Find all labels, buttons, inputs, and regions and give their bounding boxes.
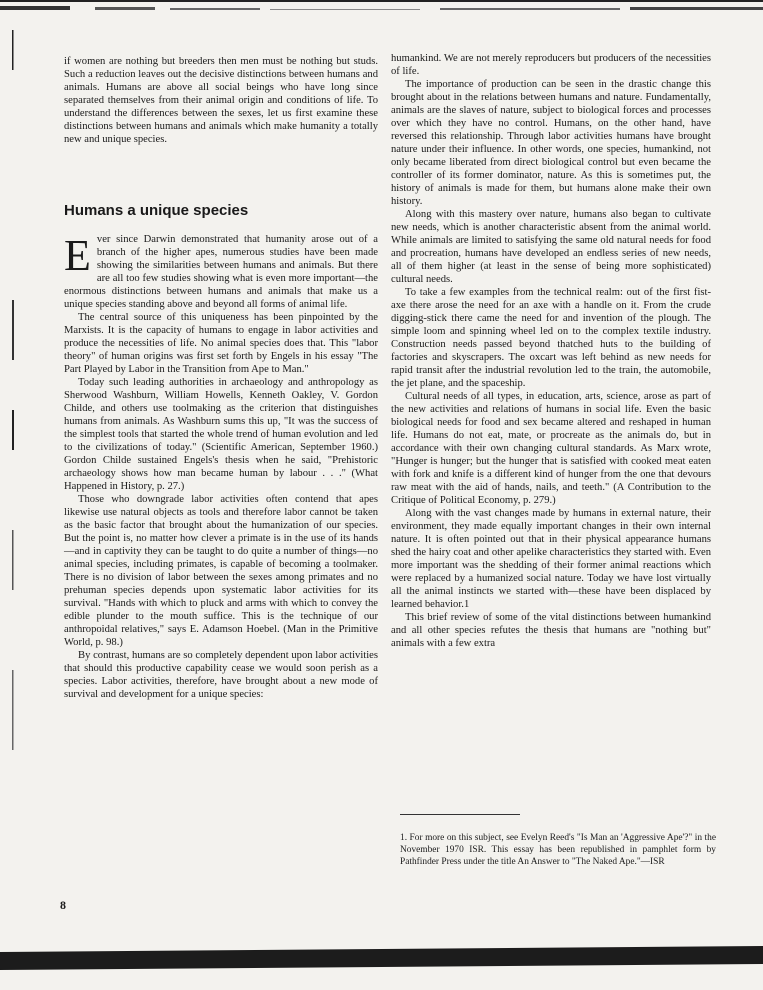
body-paragraph-1 bbox=[64, 233, 378, 311]
drop-cap: E bbox=[64, 231, 91, 280]
body-paragraph-4: Those who downgrade labor activities often contend that apes likewise use natural objects as tools and therefore labor cannot be taken as the basic factor that brought about the humanization of our species. But the point is, no matter how clever a primate is in the use of its hands—and in captivity they can be taught to do quite a number of things—no animal species, including primates, is capable of becoming a toolmaker. There is no division of labor between the sexes among primates and no prehuman species depends upon systematic labor activities for its survival. "Hands with which to pluck and arms with which to convey the edible plunder to the mouth suffice. This is the technique of our anthropoidal relatives," says E. Adamson Hoebel. (Man in the Primitive World, p. 98.) bbox=[64, 494, 378, 648]
footnote-divider bbox=[400, 814, 520, 815]
body-paragraph-12: This brief review of some of the vital distinctions between humankind and all other species refutes the thesis that humans are "nothing but" animals with a few extra bbox=[391, 612, 711, 649]
body-paragraph-3: Today such leading authorities in archaeology and anthropology as Sherwood Washburn, William Howells, Kenneth Oakley, V. Gordon Childe, and others use toolmaking as the criterion that distinguishes humans from animals. As Washburn sums this up, "It was the success of the simplest tools that started the whole trend of human evolution and led to the civilizations of today." (Scientific American, September 1960.) Gordon Childe sustained Engels's thesis when he said, "Prehistoric archaeology shows how man became human by labour . . ." (What Happened in History, p. 27.) bbox=[64, 377, 378, 492]
body-paragraph-7: The importance of production can be seen in the drastic change this brought about in the relations between humans and nature. Fundamentally, animals are the slaves of nature, subject to biological forces and processes over which they have no control. Humans, on the other hand, have reversed this relationship. Through labor activities humans have brought nature under their influence. In other words, one species, humankind, not only became liberated from direct biological control but even became the controller of its former dominator, nature. As this is sometimes put, the history of animals is made for them, but humans alone make their own history. bbox=[391, 79, 711, 207]
body-paragraph-1-text: ver since Darwin demonstrated that humanity arose out of a branch of the higher apes, numerous studies have been made showing the similarities between humans and animals. But there are all too few studies showing what is even more important—the enormous distinctions between humans and animals that make us a unique species standing above and beyond all forms of animal life. bbox=[64, 234, 378, 310]
page-number: 8 bbox=[60, 898, 66, 912]
scan-top-border bbox=[0, 0, 763, 12]
body-paragraph-11: Along with the vast changes made by humans in external nature, their environment, they made equally important changes in their own internal nature. It is often pointed out that in their physical appearance humans shed the hairy coat and other apelike characteristics they started with. Even more important was the shedding of their former animal reactions which were replaced by a humanized social nature. Today we have lost virtually all the animal instincts we started with—these have been displaced by learned behavior.1 bbox=[391, 508, 711, 610]
scan-bottom-border bbox=[0, 940, 763, 990]
body-paragraph-10: Cultural needs of all types, in education, arts, science, arose as part of the new activities and relations of humans in social life. Even the basic biological needs for food and sex became altered and reshaped in human life. Humans do not eat, mate, or procreate as the animals do, but in accordance with their own changing cultural standards. As Marx wrote, "Hunger is hunger; but the hunger that is satisfied with cooked meat eaten with fork and knife is a different kind of hunger from the one that devours raw meat with the aid of hands, nails, and teeth." (A Contribution to the Critique of Political Economy, p. 279.) bbox=[391, 391, 711, 506]
section-heading: Humans a unique species bbox=[64, 202, 249, 219]
intro-paragraph: if women are nothing but breeders then men must be nothing but studs. Such a reduction leaves out the decisive distinctions between humans and animals. Humans are above all social beings who have long since separated themselves from their animal origin and conditions of life. To understand the differences between the sexes, let us first examine these distinctions between humans and animals which make humanity a totally new and unique species. bbox=[64, 56, 378, 145]
left-column bbox=[64, 55, 378, 701]
scan-left-edge bbox=[11, 30, 14, 810]
footnote: 1. For more on this subject, see Evelyn Reed's "Is Man an 'Aggressive Ape'?" in the November 1970 ISR. This essay has been republished in pamphlet form by Pathfinder Press under the title An Answer to "The Naked Ape."—ISR bbox=[400, 833, 716, 868]
body-paragraph-5: By contrast, humans are so completely dependent upon labor activities that should this productive capability cease we would soon perish as a species. Labor activities, therefore, have brought about a new mode of survival and development for a unique species: bbox=[64, 650, 378, 700]
body-paragraph-6: humankind. We are not merely reproducers but producers of the necessities of life. bbox=[391, 53, 711, 77]
body-paragraph-2: The central source of this uniqueness has been pinpointed by the Marxists. It is the capacity of humans to engage in labor activities and produce the necessities of life. No animal species does that. This "labor theory" of human origins was first set forth by Engels in his essay "The Part Played by Labor in the Transition from Ape to Man." bbox=[64, 312, 378, 375]
right-column bbox=[391, 52, 711, 650]
body-paragraph-9: To take a few examples from the technical realm: out of the first fist-axe there arose the need for an axe with a handle on it. From the crude digging-stick there came the need for and invention of the plough. The simple loom and spinning wheel led on to the complex textile industry. Construction needs passed beyond thatched huts to the building of factories and skyscrapers. The oxcart was left behind as new needs for rapid transit after the industrial revolution led to the train, the automobile, the jet plane, and the spaceship. bbox=[391, 287, 711, 389]
body-paragraph-8: Along with this mastery over nature, humans also began to cultivate new needs, which is another characteristic absent from the animal world. While animals are limited to satisfying the same old natural needs for food and procreation, humans have developed an endless series of new needs, all of them higher (at least in the sense of being more sophisticated) cultural needs. bbox=[391, 209, 711, 285]
